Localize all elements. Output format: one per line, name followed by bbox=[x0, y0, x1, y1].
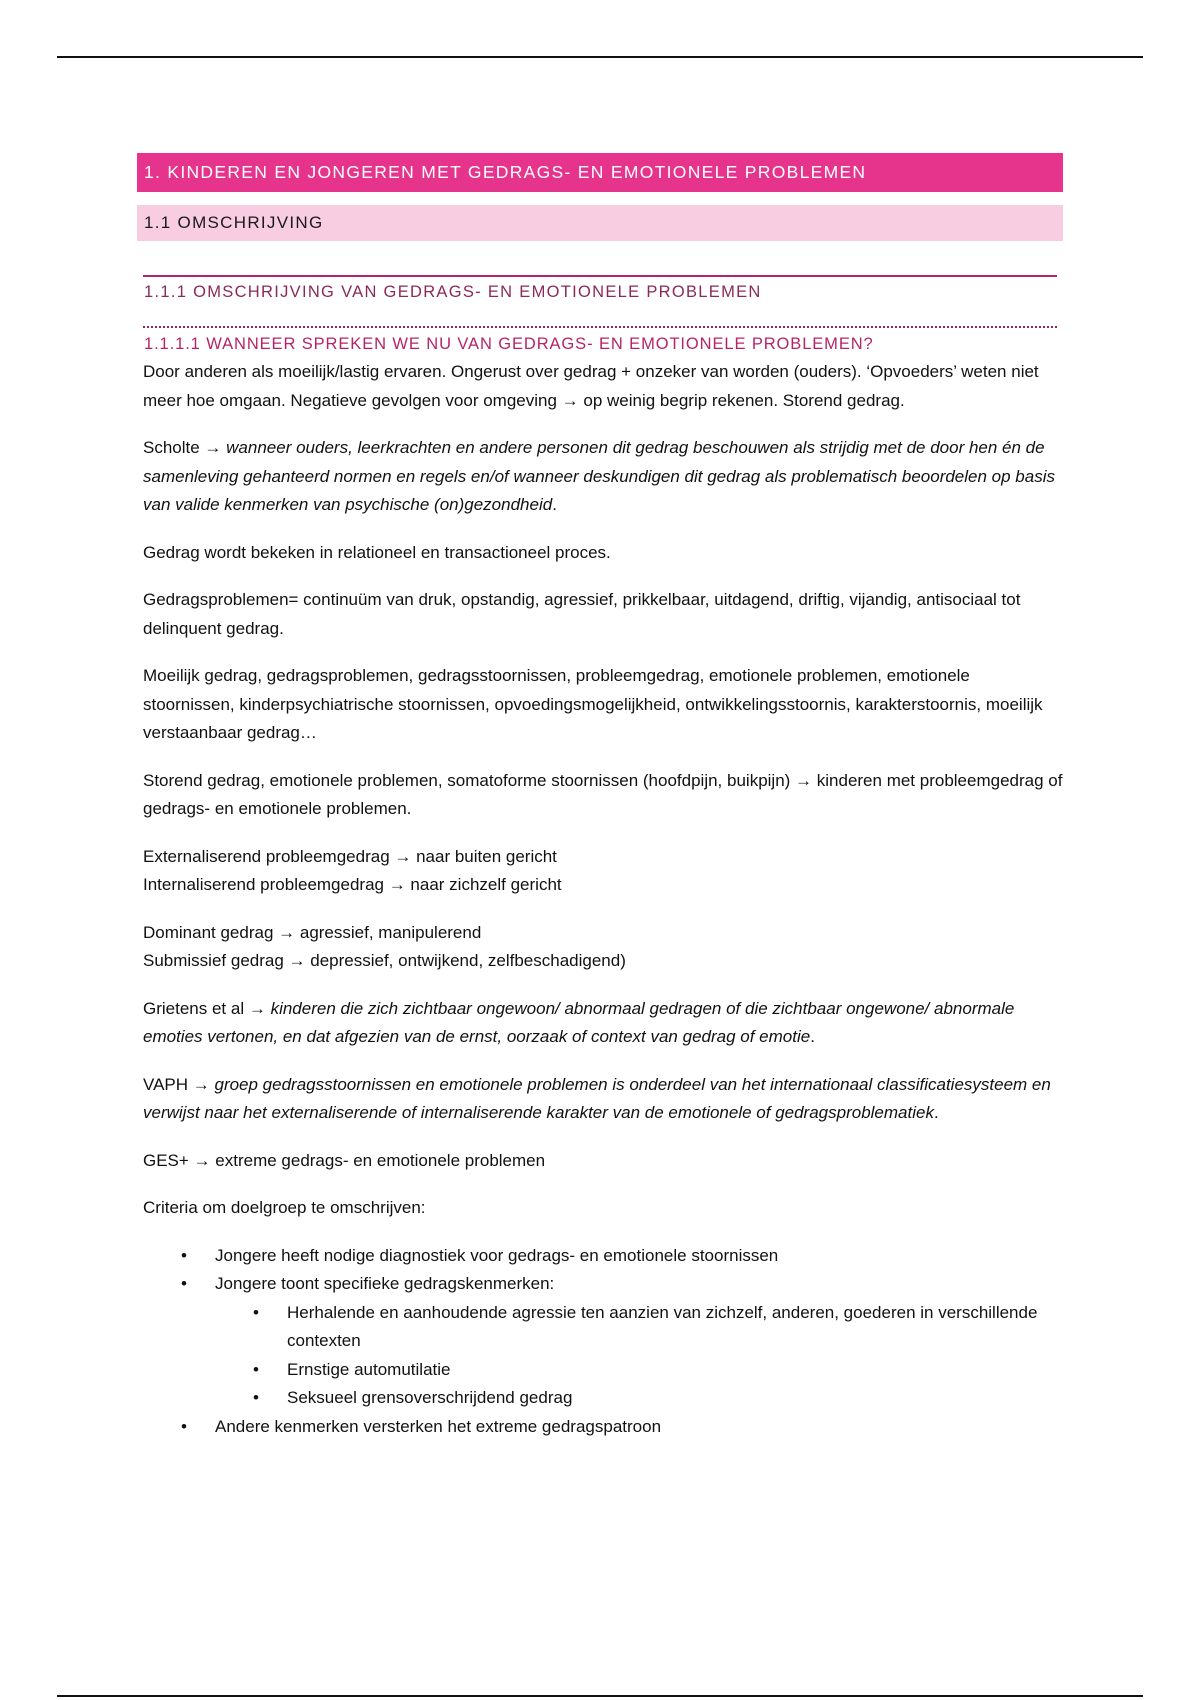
page-bottom-rule bbox=[57, 1695, 1143, 1697]
bullet-icon: • bbox=[181, 1245, 187, 1265]
paragraph-lead: Scholte → bbox=[143, 438, 227, 457]
list-item-text: Herhalende en aanhoudende agressie ten aanzien van zichzelf, anderen, goederen in verschillende contexten bbox=[287, 1302, 1038, 1350]
line: Submissief gedrag → depressief, ontwijkend, zelfbeschadigend) bbox=[143, 951, 626, 970]
criteria-list bbox=[143, 1242, 1063, 1442]
heading-4: 1.1.1.1 WANNEER SPREKEN WE NU VAN GEDRAGS- EN EMOTIONELE PROBLEMEN? bbox=[144, 335, 874, 353]
bullet-icon: • bbox=[181, 1274, 187, 1293]
list-item-text: Ernstige automutilatie bbox=[287, 1359, 451, 1379]
paragraph-lead: Grietens et al → bbox=[143, 998, 271, 1018]
paragraph-end: . bbox=[810, 1027, 815, 1046]
document-content bbox=[137, 153, 1063, 1441]
bullet-icon: • bbox=[181, 1416, 187, 1436]
paragraph: Door anderen als moeilijk/lastig ervaren. Ongerust over gedrag + onzeker van worden (ouders). ‘Opvoeders’ weten niet meer hoe omgaan. Negatieve gevolgen voor omgeving → op weinig begrip rekenen. Storend gedrag. bbox=[143, 362, 1039, 410]
bullet-icon: • bbox=[253, 1388, 259, 1407]
heading-2: 1.1 OMSCHRIJVING bbox=[137, 205, 1063, 241]
list-item-text: Andere kenmerken versterken het extreme gedragspatroon bbox=[215, 1416, 662, 1436]
paragraph-grietens bbox=[143, 995, 1063, 1052]
line: Dominant gedrag → agressief, manipulerend bbox=[143, 922, 482, 942]
sub-list-item bbox=[215, 1356, 1063, 1385]
definition-italic: groep gedragsstoornissen en emotionele problemen is onderdeel van het internationaal classificatiesysteem en verwijst naar het externaliserende of internaliserende karakter van de emotionele of gedragsproblematiek bbox=[143, 1074, 1051, 1122]
paragraph: Gedragsproblemen= continuüm van druk, opstandig, agressief, prikkelbaar, uitdagend, driftig, vijandig, antisociaal tot delinquent gedrag. bbox=[143, 590, 1021, 638]
paragraph-externaliserend bbox=[143, 843, 1063, 900]
body-text bbox=[137, 358, 1063, 1441]
heading-3-rule bbox=[143, 275, 1057, 277]
paragraph-vaph bbox=[143, 1071, 1063, 1128]
paragraph-lead: VAPH → bbox=[143, 1074, 215, 1094]
definition-italic: kinderen die zich zichtbaar ongewoon/ abnormaal gedragen of die zichtbaar ongewone/ abnormale emoties vertonen, en dat afgezien van de ernst, oorzaak of context van gedrag of emotie bbox=[143, 998, 1015, 1046]
list-item-text: Jongere toont specifieke gedragskenmerken: bbox=[215, 1274, 555, 1293]
paragraph: Gedrag wordt bekeken in relationeel en transactioneel proces. bbox=[143, 542, 611, 562]
list-item bbox=[143, 1270, 1063, 1413]
heading-4-dotted-rule bbox=[143, 326, 1057, 328]
definition-italic: wanneer ouders, leerkrachten en andere personen dit gedrag beschouwen als strijdig met de door hen én de samenleving gehanteerd normen en regels en/of wanneer deskundigen dit gedrag als problematisch beoordelen op basis van valide kenmerken van psychische (on)gezondheid bbox=[143, 438, 1055, 514]
sub-list bbox=[215, 1299, 1063, 1413]
page-top-rule bbox=[57, 56, 1143, 58]
heading-1: 1. KINDEREN EN JONGEREN MET GEDRAGS- EN EMOTIONELE PROBLEMEN bbox=[137, 153, 1063, 192]
heading-3: 1.1.1 OMSCHRIJVING VAN GEDRAGS- EN EMOTIONELE PROBLEMEN bbox=[144, 283, 762, 301]
sub-list-item bbox=[215, 1299, 1063, 1356]
line: Internaliserend probleemgedrag → naar zichzelf gericht bbox=[143, 875, 562, 894]
sub-list-item bbox=[215, 1384, 1063, 1413]
list-item-text: Jongere heeft nodige diagnostiek voor gedrags- en emotionele stoornissen bbox=[215, 1245, 779, 1265]
list-item bbox=[143, 1413, 1063, 1442]
paragraph-end: . bbox=[933, 1103, 939, 1122]
paragraph: Criteria om doelgroep te omschrijven: bbox=[143, 1198, 426, 1217]
paragraph-dominant bbox=[143, 919, 1063, 976]
list-item bbox=[143, 1242, 1063, 1271]
paragraph: GES+ → extreme gedrags- en emotionele problemen bbox=[143, 1150, 546, 1170]
paragraph-scholte bbox=[143, 434, 1063, 520]
paragraph-end: . bbox=[552, 495, 557, 514]
paragraph: Storend gedrag, emotionele problemen, somatoforme stoornissen (hoofdpijn, buikpijn) → kinderen met probleemgedrag of gedrags- en emotionele problemen. bbox=[143, 770, 1063, 818]
bullet-icon: • bbox=[253, 1359, 259, 1379]
list-item-text: Seksueel grensoverschrijdend gedrag bbox=[287, 1388, 573, 1407]
paragraph: Moeilijk gedrag, gedragsproblemen, gedragsstoornissen, probleemgedrag, emotionele problemen, emotionele stoornissen, kinderpsychiatrische stoornissen, opvoedingsmogelijkheid, ontwikkelingsstoornis, karakterstoornis, moeilijk verstaanbaar gedrag… bbox=[143, 666, 1043, 742]
line: Externaliserend probleemgedrag → naar buiten gericht bbox=[143, 846, 557, 866]
bullet-icon: • bbox=[253, 1302, 259, 1322]
